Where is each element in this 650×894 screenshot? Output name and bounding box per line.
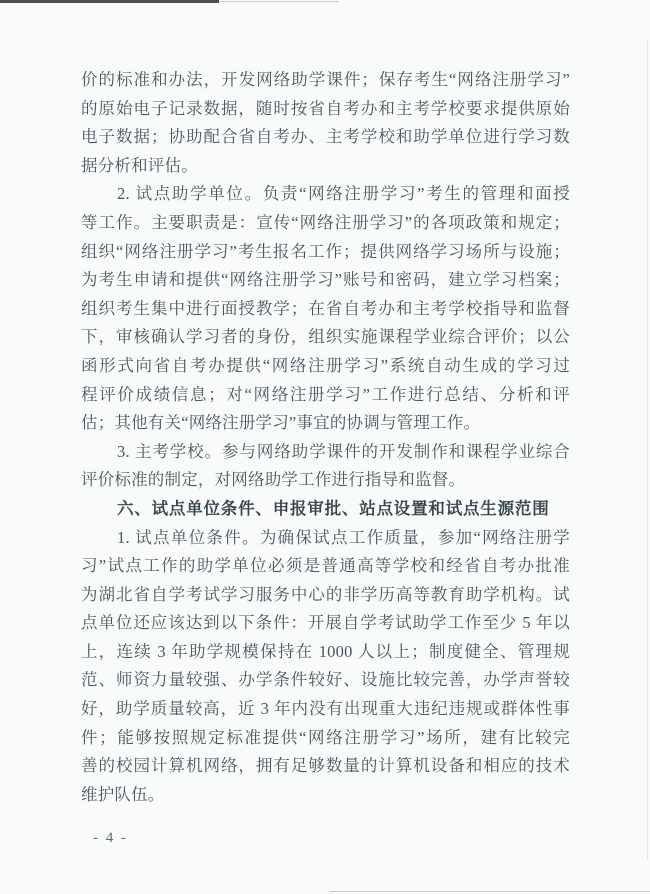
scan-right-edge [647, 40, 648, 860]
text-line: 函形式向省自考办提供“网络注册学习”系统自动生成的学习过 [81, 355, 570, 375]
text-line: 组织考生集中进行面授教学；在省自考办和主考学校指导和监督 [81, 298, 570, 318]
text-line: 维护队伍。 [81, 784, 165, 804]
text-line: 范、师资力量较强、办学条件较好、设施比较完善，办学声誉较 [81, 670, 570, 690]
text-line: 组织“网络注册学习”考生报名工作；提供网络学习场所与设施； [81, 241, 570, 261]
text-line: 程评价成绩信息；对“网络注册学习”工作进行总结、分析和评 [81, 384, 570, 404]
paragraph-start-line: 3. 主考学校。参与网络助学课件的开发制作和课程学业综合 [117, 441, 570, 461]
section-heading: 六、试点单位条件、申报审批、站点设置和试点生源范围 [117, 498, 550, 518]
text-line: 电子数据；协助配合省自考办、主考学校和助学单位进行学习数 [81, 127, 570, 147]
text-line: 件；能够按照规定标准提供“网络注册学习”场所，建有比较完 [81, 727, 570, 747]
document-body [81, 66, 570, 809]
paragraph-start-line: 2. 试点助学单位。负责“网络注册学习”考生的管理和面授 [117, 184, 570, 204]
text-line: 下，审核确认学习者的身份，组织实施课程学业综合评价；以公 [81, 327, 570, 347]
paragraph-start-line: 1. 试点单位条件。为确保试点工作质量，参加“网络注册学 [117, 527, 570, 547]
text-line: 善的校园计算机网络，拥有足够数量的计算机设备和相应的技术 [81, 756, 570, 776]
text-line: 价的标准和办法，开发网络助学课件；保存考生“网络注册学习” [81, 70, 570, 89]
text-line: 据分析和评估。 [81, 155, 198, 175]
text-line: 的原始电子记录数据，随时按省自考办和主考学校要求提供原始 [81, 98, 570, 118]
scan-artifact-line-faint [219, 1, 339, 2]
page-number: - 4 - [93, 830, 128, 846]
text-line: 为考生申请和提供“网络注册学习”账号和密码，建立学习档案； [81, 270, 570, 290]
scan-bottom-edge [330, 891, 650, 892]
text-line: 等工作。主要职责是：宣传“网络注册学习”的各项政策和规定； [81, 212, 570, 232]
text-line: 为湖北省自学考试学习服务中心的非学历高等教育助学机构。试 [81, 584, 570, 604]
text-line: 习”试点工作的助学单位必须是普通高等学校和经省自考办批准 [81, 556, 570, 576]
text-line: 好，助学质量较高，近 3 年内没有出现重大违纪违规或群体性事 [81, 699, 570, 719]
scan-artifact-line [0, 0, 219, 3]
text-line: 上，连续 3 年助学规模保持在 1000 人以上；制度健全、管理规 [81, 641, 570, 661]
text-line: 点单位还应该达到以下条件：开展自学考试助学工作至少 5 年以 [81, 613, 570, 633]
text-line: 估；其他有关“网络注册学习”事宜的协调与管理工作。 [81, 413, 481, 433]
text-line: 评价标准的制定，对网络助学工作进行指导和监督。 [81, 470, 466, 490]
